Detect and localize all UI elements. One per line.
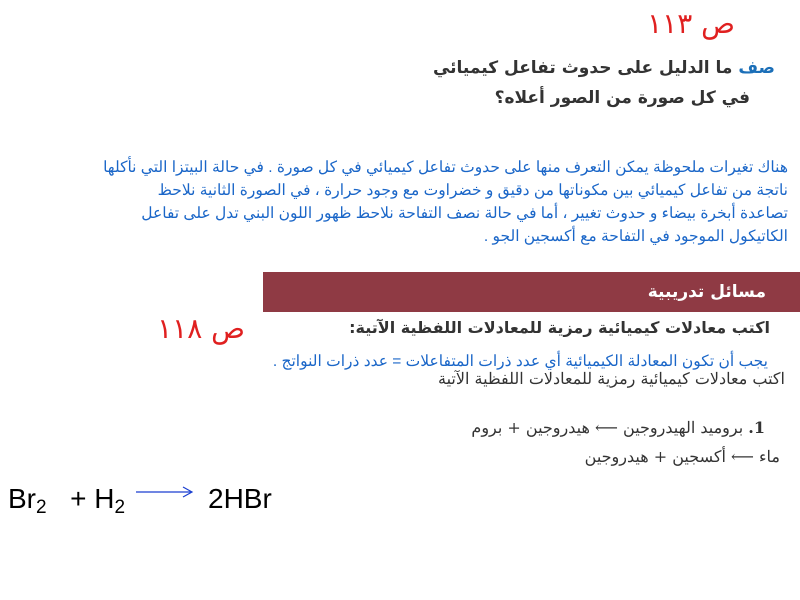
- partial-instruction-line: اكتب معادلات كيميائية رمزية للمعادلات اللفظية الآتية: [437, 369, 785, 388]
- question-line-2: في كل صورة من الصور أعلاه؟: [494, 88, 750, 108]
- practice-item-1-text: بروميد الهيدروجين ⟵ هيدروجين + بروم: [471, 418, 744, 437]
- equation-br: Br: [8, 483, 36, 514]
- practice-item-1-number: 1.: [748, 418, 765, 437]
- practice-instruction: اكتب معادلات كيميائية رمزية للمعادلات اللفظية الآتية:: [349, 318, 770, 337]
- practice-banner: [263, 272, 800, 312]
- equation-h: + H: [70, 483, 115, 514]
- answer-line: ناتجة من تفاعل كيميائي بين مكوناتها من دقيق و خضراوت مع وجود حرارة ، في الصورة الثانية نلاحظ: [157, 182, 788, 199]
- answer-paragraph: [8, 156, 788, 248]
- question-line-1-text: ما الدليل على حدوث تفاعل كيميائي: [432, 58, 733, 78]
- equation-h-subscript: 2: [114, 497, 126, 518]
- answer-line: هناك تغيرات ملحوظة يمكن التعرف منها على حدوث تفاعل كيميائي في كل صورة . في حالة البيتزا التي نأكلها: [103, 159, 788, 176]
- page-ref-118: ص ١١٨: [157, 312, 245, 345]
- practice-item-2-partial: ماء ⟵ أكسجين + هيدروجين: [584, 447, 780, 466]
- balancing-rule: يجب أن تكون المعادلة الكيميائية أي عدد ذرات المتفاعلات = عدد ذرات النواتج .: [272, 353, 768, 370]
- question-line-1: [433, 58, 775, 78]
- page-ref-113: ص ١١٣: [647, 7, 735, 40]
- practice-banner-title: مسائل تدريبية: [647, 282, 766, 302]
- equation-product: 2HBr: [208, 483, 272, 514]
- chemical-equation: [8, 483, 125, 519]
- equation-br-subscript: 2: [36, 497, 47, 518]
- answer-line: الكاتيكول الموجود في التفاحة مع أكسجين الجو .: [483, 228, 788, 245]
- reaction-arrow-icon: [135, 484, 195, 500]
- practice-item-1: [471, 418, 765, 437]
- answer-line: تصاعدة أبخرة بيضاء و حدوث تغيير ، أما في حالة نصف التفاحة نلاحظ ظهور اللون البني تدل على تفاعل: [141, 205, 788, 222]
- question-accent-word: صف: [738, 58, 775, 78]
